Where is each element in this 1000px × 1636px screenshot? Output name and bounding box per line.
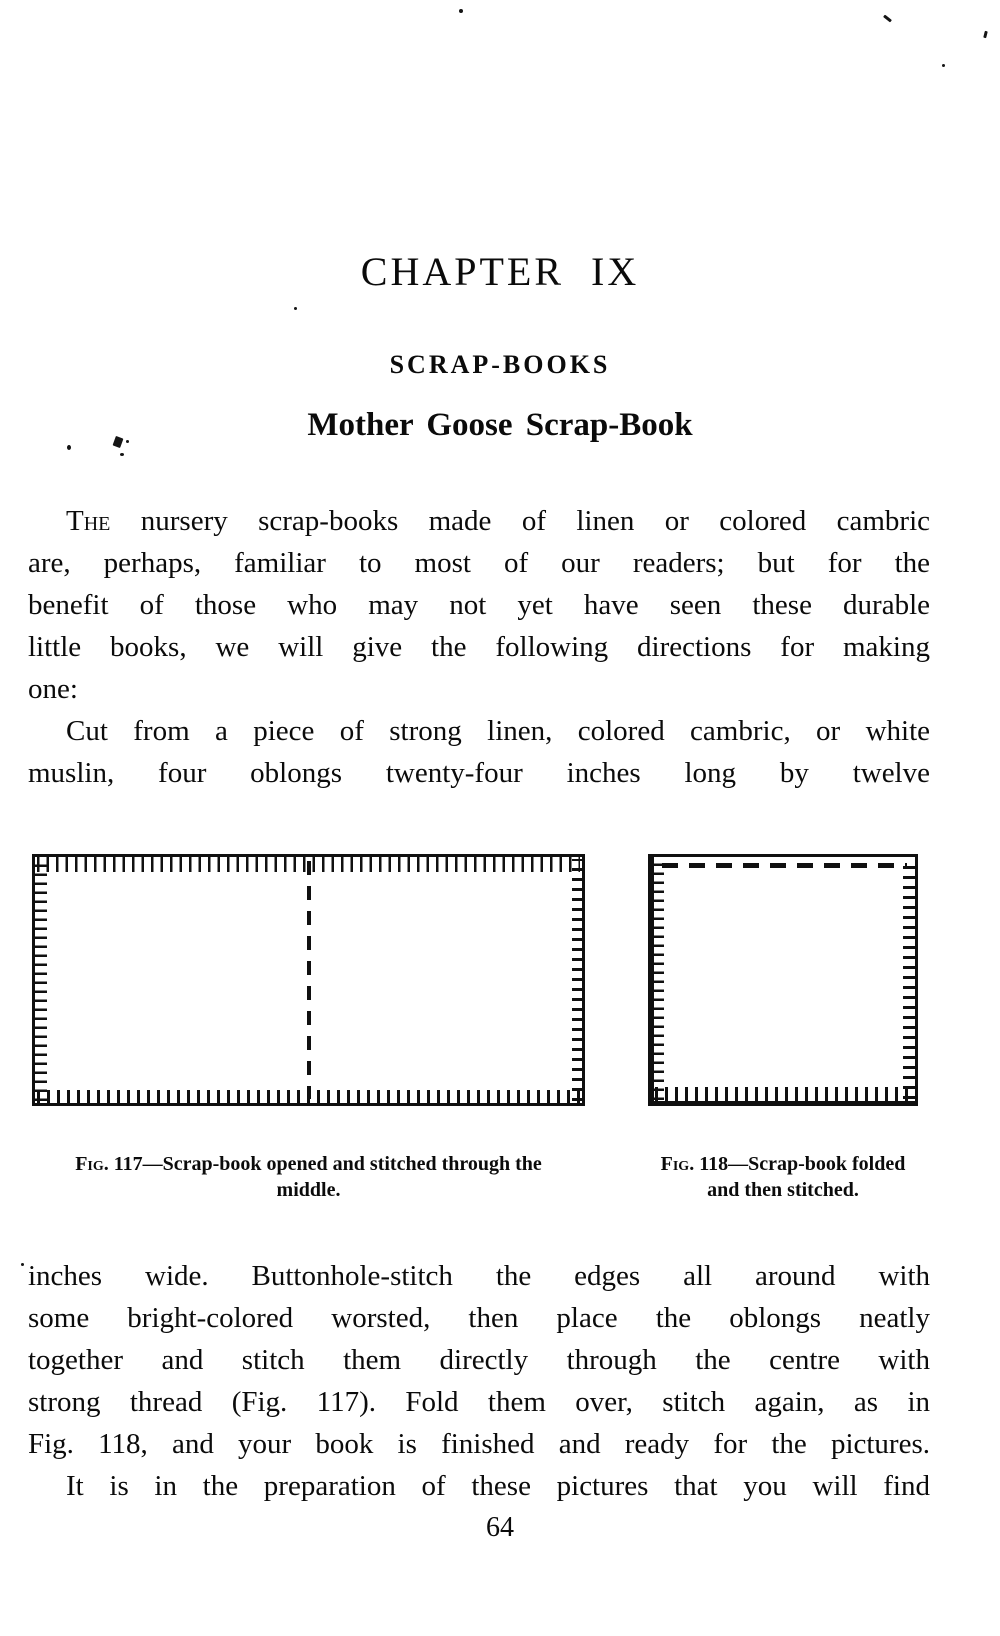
figure-117-caption-cell [32,1151,585,1203]
captions-row [32,1151,1000,1203]
text-line: The nursery scrap-books made of linen or colored cambric [66,505,930,537]
figure-117-caption [64,1151,554,1203]
figure-row [32,854,1000,1106]
page-number: 64 [486,1512,514,1543]
scan-speck [459,9,463,13]
paragraph [28,500,930,710]
fold-dashed-line [662,863,907,868]
text-line: are, perhaps, familiar to most of our readers; but for the [28,547,930,579]
stitch-edge-bottom [655,1087,914,1101]
text-line: It is in the preparation of these pictures that you will find [66,1470,930,1502]
stitch-edge-right [572,859,582,1101]
text-line: one: [28,673,78,705]
scan-speck [113,436,124,448]
section-heading: SCRAP-BOOKS [389,350,611,379]
stitch-edge-left [654,858,664,1100]
scan-speck [120,453,124,456]
caption-fig-prefix: Fig. [75,1153,109,1175]
figure-117-illustration [32,854,585,1106]
body-text-lower [28,1255,930,1507]
stitch-edge-left [35,859,47,1101]
figure-118-illustration [648,854,918,1106]
scan-speck [942,64,945,67]
subsection-heading: Mother Goose Scrap-Book [307,407,693,443]
paragraph [28,1465,930,1507]
text-line: strong thread (Fig. 117). Fold them over, stitch again, as in [28,1386,930,1418]
caption-text: 118—Scrap-book folded and then stitched. [699,1153,906,1201]
lead-smallcaps: The [66,505,111,537]
figure-118-caption [648,1151,918,1203]
caption-fig-prefix: Fig. [660,1153,695,1175]
chapter-heading: CHAPTER IX [360,249,640,294]
paragraph [28,1255,930,1465]
caption-text: 117—Scrap-book opened and stitched through the middle. [113,1153,542,1201]
text-line: Cut from a piece of strong linen, colored cambric, or white [66,715,930,747]
text-line: some bright-colored worsted, then place the oblongs neatly [28,1302,930,1334]
text-line: little books, we will give the following directions for making [28,631,930,663]
scan-speck [883,15,892,23]
scan-speck [294,307,297,310]
figure-118-caption-cell [648,1151,918,1203]
text-line: inches wide. Buttonhole-stitch the edges all around with [28,1260,930,1292]
scan-speck [21,1263,24,1266]
body-text-upper [28,500,930,794]
centre-stitch-dashed-line [307,861,311,1099]
paragraph [28,710,930,794]
stitch-edge-right [903,859,915,1099]
scan-speck [67,445,71,450]
text-line: together and stitch them directly through the centre with [28,1344,930,1376]
text-line: benefit of those who may not yet have seen these durable [28,589,930,621]
text-line: Fig. 118, and your book is finished and ready for the pictures. [28,1428,930,1460]
scan-speck [983,31,988,39]
scan-speck [126,440,129,443]
text-line: muslin, four oblongs twenty-four inches long by twelve [28,757,930,789]
